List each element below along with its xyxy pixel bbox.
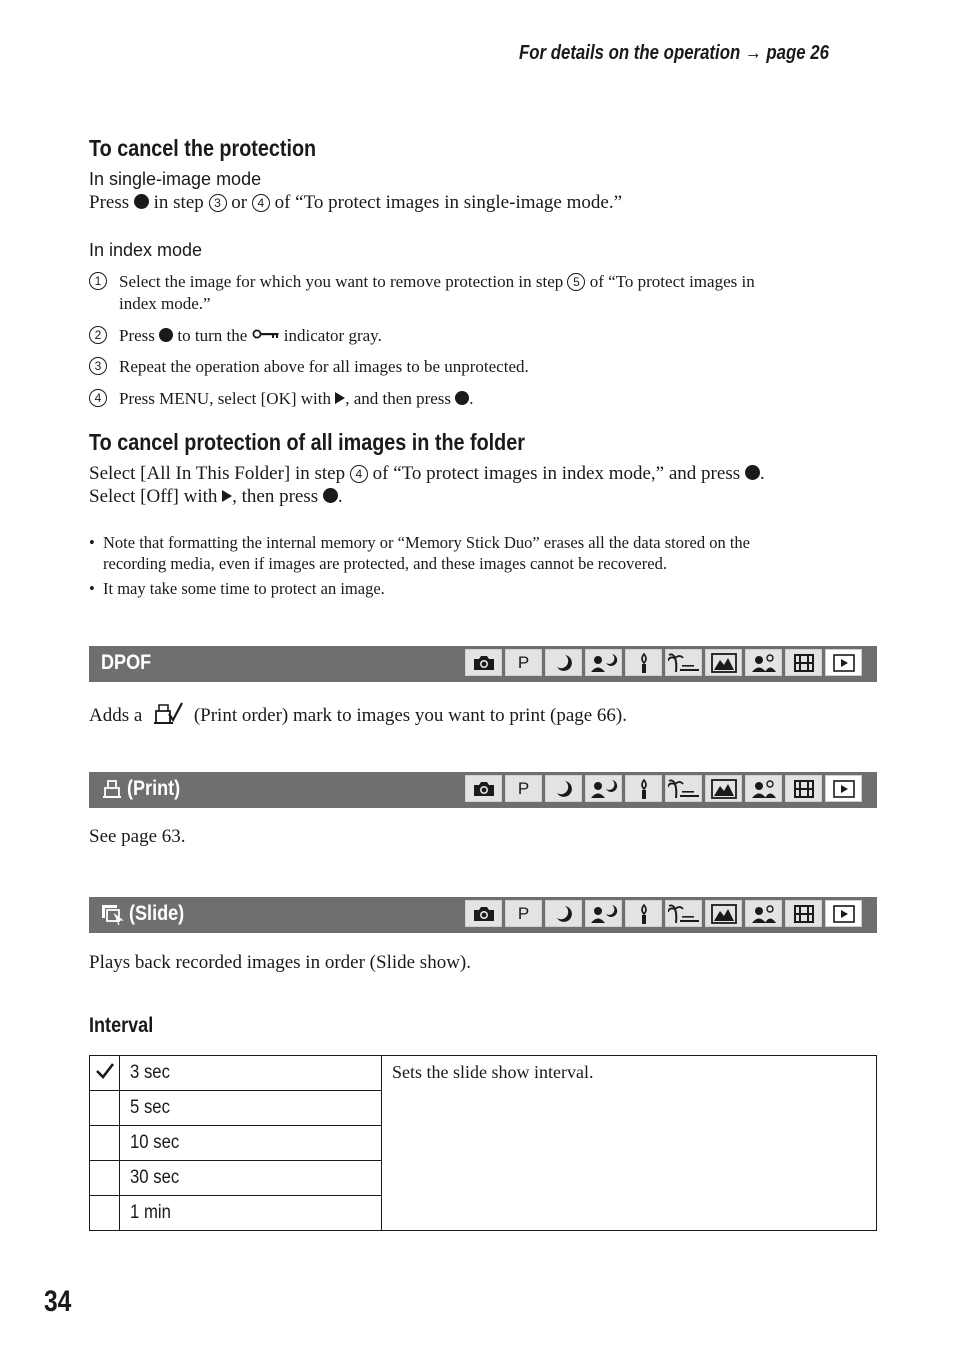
landscape-mode-icon <box>705 649 742 676</box>
print-description: See page 63. <box>89 826 186 847</box>
slide-description: Plays back recorded images in order (Slide show). <box>89 952 472 973</box>
cancel-all-heading: To cancel protection of all images in the folder <box>89 429 525 455</box>
index-mode-label: In index mode <box>89 240 203 260</box>
step-ref-circle: 3 <box>209 194 227 212</box>
index-step-1: 1 Select the image for which you want to remove protection in step 5 of “To protect images in index mode.” <box>89 272 879 320</box>
page-number: 34 <box>44 1285 72 1318</box>
soft-snap-mode-icon <box>745 900 782 927</box>
movie-mode-icon <box>785 775 822 802</box>
interval-option-label: 3 sec <box>120 1056 382 1091</box>
twilight-mode-icon <box>545 900 582 927</box>
twilight-portrait-mode-icon <box>585 649 622 676</box>
movie-mode-icon <box>785 649 822 676</box>
playback-mode-icon <box>825 900 862 927</box>
program-p-mode-icon: P <box>505 649 542 676</box>
header-page-reference: For details on the operation → page 26 <box>519 42 829 64</box>
camera-auto-mode-icon <box>465 900 502 927</box>
twilight-mode-icon <box>545 775 582 802</box>
interval-option-label: 5 sec <box>120 1091 382 1126</box>
beach-mode-icon <box>665 900 702 927</box>
single-mode-instruction: Press in step 3 or 4 of “To protect images in single-image mode.” <box>89 192 623 213</box>
soft-snap-mode-icon <box>745 649 782 676</box>
twilight-portrait-mode-icon <box>585 900 622 927</box>
bullet: • <box>89 579 95 598</box>
program-p-mode-icon: P <box>505 900 542 927</box>
step-number: 2 <box>89 326 107 344</box>
playback-mode-icon <box>825 775 862 802</box>
interval-table <box>89 1055 877 1231</box>
step-ref-circle: 5 <box>567 273 585 291</box>
step-ref-circle: 4 <box>252 194 270 212</box>
print-title: (Print) <box>127 777 181 800</box>
step-number: 1 <box>89 272 107 290</box>
step-number: 3 <box>89 357 107 375</box>
mode-icon-strip <box>465 775 862 802</box>
dpof-title: DPOF <box>101 651 152 674</box>
center-button-icon <box>745 465 760 480</box>
dpof-description: Adds a (Print order) mark to images you want to print (page 66). <box>89 701 627 727</box>
default-marker-cell <box>90 1091 120 1126</box>
camera-auto-mode-icon <box>465 649 502 676</box>
beach-mode-icon <box>665 649 702 676</box>
interval-option-label: 30 sec <box>120 1161 382 1196</box>
landscape-mode-icon <box>705 775 742 802</box>
slide-title: (Slide) <box>129 902 185 925</box>
playback-mode-icon <box>825 649 862 676</box>
center-button-icon <box>323 488 338 503</box>
interval-description: Sets the slide show interval. <box>382 1056 877 1231</box>
print-section-bar <box>89 772 877 808</box>
step-ref-circle: 4 <box>350 465 368 483</box>
index-step-4: 4 Press MENU, select [OK] with , and then press . <box>89 389 879 413</box>
mode-icon-strip <box>465 649 862 676</box>
landscape-mode-icon <box>705 900 742 927</box>
center-button-icon <box>134 194 149 209</box>
program-p-mode-icon: P <box>505 775 542 802</box>
interval-heading: Interval <box>89 1014 154 1037</box>
soft-snap-mode-icon <box>745 775 782 802</box>
default-marker-cell <box>90 1161 120 1196</box>
center-button-icon <box>455 391 469 405</box>
candle-mode-icon <box>625 775 662 802</box>
twilight-mode-icon <box>545 649 582 676</box>
center-button-icon <box>159 328 173 342</box>
cancel-all-line-1: Select [All In This Folder] in step 4 of “To protect images in index mode,” and press . <box>89 463 765 484</box>
right-arrow-icon <box>222 490 232 502</box>
default-check-icon <box>94 1061 116 1081</box>
candle-mode-icon <box>625 900 662 927</box>
slide-section-bar <box>89 897 877 933</box>
movie-mode-icon <box>785 900 822 927</box>
single-mode-label: In single-image mode <box>89 169 262 189</box>
default-marker-cell <box>90 1126 120 1161</box>
camera-auto-mode-icon <box>465 775 502 802</box>
default-marker-cell <box>90 1196 120 1231</box>
interval-option-label: 10 sec <box>120 1126 382 1161</box>
default-marker-cell <box>90 1056 120 1091</box>
index-step-3: 3 Repeat the operation above for all images to be unprotected. <box>89 357 879 381</box>
candle-mode-icon <box>625 649 662 676</box>
step-number: 4 <box>89 389 107 407</box>
mode-icon-strip <box>465 900 862 927</box>
dpof-section-bar <box>89 646 877 682</box>
cancel-protection-heading: To cancel the protection <box>89 135 317 161</box>
interval-option-row[interactable] <box>90 1056 877 1091</box>
index-step-2: 2 Press to turn the indicator gray. <box>89 326 879 350</box>
slide-show-icon <box>101 904 125 926</box>
twilight-portrait-mode-icon <box>585 775 622 802</box>
interval-option-label: 1 min <box>120 1196 382 1231</box>
protect-key-icon <box>252 328 280 340</box>
cancel-all-line-2: Select [Off] with , then press . <box>89 486 343 507</box>
beach-mode-icon <box>665 775 702 802</box>
print-icon <box>101 778 123 800</box>
print-order-mark-icon <box>151 701 185 727</box>
right-arrow-icon <box>335 392 345 404</box>
bullet: • <box>89 533 95 552</box>
